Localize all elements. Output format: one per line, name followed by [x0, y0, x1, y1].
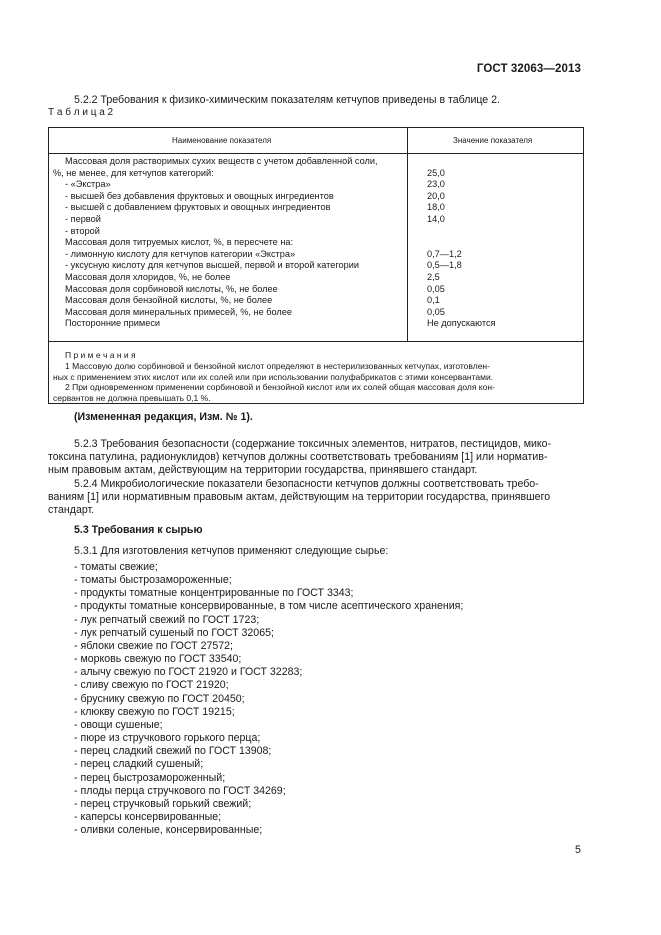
note-line: ных с применением этих кислот или их солей или при использовании полуфабрикатов с этими консервантами. — [53, 371, 494, 382]
indicator-name: - «Экстра» — [65, 179, 111, 190]
indicator-value: 25,0 — [427, 167, 445, 178]
indicator-name: - первой — [65, 213, 101, 224]
indicator-value: 0,7—1,2 — [427, 248, 462, 259]
column-header-value: Значение показателя — [453, 136, 533, 145]
list-item: - каперсы консервированные; — [74, 810, 222, 823]
column-header-name: Наименование показателя — [172, 136, 272, 145]
table-row — [49, 307, 583, 319]
indicator-name: - лимонную кислоту для кетчупов категории «Экстра» — [65, 248, 296, 259]
indicator-name: Посторонние примеси — [65, 318, 161, 329]
table-row — [49, 260, 583, 272]
list-item: - перец сладкий свежий по ГОСТ 13908; — [74, 745, 272, 758]
list-item: - перец сладкий сушеный; — [74, 758, 204, 771]
paragraph-5-2-2: 5.2.2 Требования к физико-химическим показателям кетчупов приведены в таблице 2. — [74, 94, 500, 106]
indicator-value: 2,5 — [427, 271, 440, 282]
indicator-value: 20,0 — [427, 190, 445, 201]
list-item: - продукты томатные концентрированные по ГОСТ 3343; — [74, 587, 354, 600]
table-row — [49, 156, 583, 168]
list-item: - плоды перца стручкового по ГОСТ 34269; — [74, 784, 286, 797]
list-item: - перец стручковый горький свежий; — [74, 797, 252, 810]
section-5-3-title: 5.3 Требования к сырью — [74, 524, 203, 536]
table-row — [49, 249, 583, 261]
paragraph-5-2-3-line-1: 5.2.3 Требования безопасности (содержание токсичных элементов, нитратов, пестицидов, мико- — [74, 438, 552, 450]
paragraph-5-2-4-line-3: стандарт. — [48, 504, 95, 516]
indicator-name: Массовая доля хлоридов, %, не более — [65, 271, 231, 282]
table-row — [49, 191, 583, 203]
list-item: - пюре из стручкового горького перца; — [74, 732, 261, 745]
indicator-value: 0,5—1,8 — [427, 260, 462, 271]
indicator-name: - уксусную кислоту для кетчупов высшей, первой и второй категории — [65, 260, 359, 271]
table-row — [49, 168, 583, 180]
notes-title: П р и м е ч а н и я — [65, 350, 136, 360]
indicator-value: 0,05 — [427, 306, 445, 317]
indicator-value: 14,0 — [427, 213, 445, 224]
indicator-value: 23,0 — [427, 179, 445, 190]
table-body — [49, 156, 583, 330]
table-notes — [49, 342, 583, 404]
table-row — [49, 295, 583, 307]
list-item: - лук репчатый сушеный по ГОСТ 32065; — [74, 626, 274, 639]
document-id-header: ГОСТ 32063—2013 — [476, 63, 581, 75]
raw-materials-list — [74, 561, 463, 837]
indicator-name: Массовая доля бензойной кислоты, %, не более — [65, 295, 273, 306]
indicator-value: 0,05 — [427, 283, 445, 294]
indicator-name: Массовая доля сорбиновой кислоты, %, не более — [65, 283, 278, 294]
indicator-name: Массовая доля титруемых кислот, %, в пересчете на: — [65, 237, 294, 248]
list-item: - яблоки свежие по ГОСТ 27572; — [74, 639, 233, 652]
indicator-value: Не допускаются — [427, 318, 496, 329]
table-row — [49, 214, 583, 226]
table-row — [49, 237, 583, 249]
list-item: - сливу свежую по ГОСТ 21920; — [74, 679, 229, 692]
indicator-value: 0,1 — [427, 295, 440, 306]
paragraph-5-2-4-line-2: ваниям [1] или нормативным правовым актам, действующим на территории государства, принявшего — [48, 491, 551, 503]
indicator-name: - высшей с добавлением фруктовых и овощных ингредиентов — [65, 202, 331, 213]
indicator-name: - второй — [65, 225, 100, 236]
list-item: - оливки соленые, консервированные; — [74, 824, 263, 837]
list-item: - клюкву свежую по ГОСТ 19215; — [74, 705, 235, 718]
indicators-table — [48, 127, 584, 404]
paragraph-5-2-3-line-3: ным правовым актам, действующим на территории государства, принявшего стандарт. — [48, 464, 478, 476]
table-row — [49, 272, 583, 284]
table-row — [49, 202, 583, 214]
list-item: - томаты свежие; — [74, 561, 158, 573]
list-item: - томаты быстрозамороженные; — [74, 574, 232, 587]
note-line: сервантов не должна превышать 0,1 %. — [53, 393, 211, 404]
note-line: 1 Массовую долю сорбиновой и бензойной кислот определяют в нестерилизованных кетчупах, изготовлен- — [65, 360, 490, 371]
page-number: 5 — [575, 844, 581, 856]
table-row — [49, 318, 583, 330]
table-row — [49, 179, 583, 191]
list-item: - алычу свежую по ГОСТ 21920 и ГОСТ 32283; — [74, 666, 303, 679]
paragraph-5-3-1: 5.3.1 Для изготовления кетчупов применяют следующие сырье: — [74, 545, 389, 557]
list-item: - перец быстрозамороженный; — [74, 771, 226, 784]
indicator-name: Массовая доля растворимых сухих веществ с учетом добавленной соли, — [65, 156, 378, 166]
table-caption: Т а б л и ц а 2 — [48, 107, 114, 118]
list-item: - лук репчатый свежий по ГОСТ 1723; — [74, 613, 260, 626]
table-row — [49, 284, 583, 296]
list-item: - продукты томатные консервированные, в том числе асептического хранения; — [74, 600, 464, 613]
indicator-name: - высшей без добавления фруктовых и овощных ингредиентов — [65, 190, 334, 201]
indicator-name: %, не менее, для кетчупов категорий: — [53, 167, 214, 178]
list-item: - овощи сушеные; — [74, 718, 163, 731]
note-line: 2 При одновременном применении сорбиновой и бензойной кислот или их солей общая массовая доля кон- — [65, 382, 495, 393]
paragraph-5-2-4-line-1: 5.2.4 Микробиологические показатели безопасности кетчупов должны соответствовать требо- — [74, 478, 539, 490]
paragraph-5-2-3-line-2: токсина патулина, радионуклидов) кетчупов должны соответствовать требованиям [1] или норматив- — [48, 451, 548, 463]
list-item: - бруснику свежую по ГОСТ 20450; — [74, 692, 245, 705]
indicator-value: 18,0 — [427, 202, 445, 213]
indicator-name: Массовая доля минеральных примесей, %, не более — [65, 306, 293, 317]
amendment-note: (Измененная редакция, Изм. № 1). — [74, 411, 253, 423]
list-item: - морковь свежую по ГОСТ 33540; — [74, 653, 242, 666]
table-row — [49, 226, 583, 238]
